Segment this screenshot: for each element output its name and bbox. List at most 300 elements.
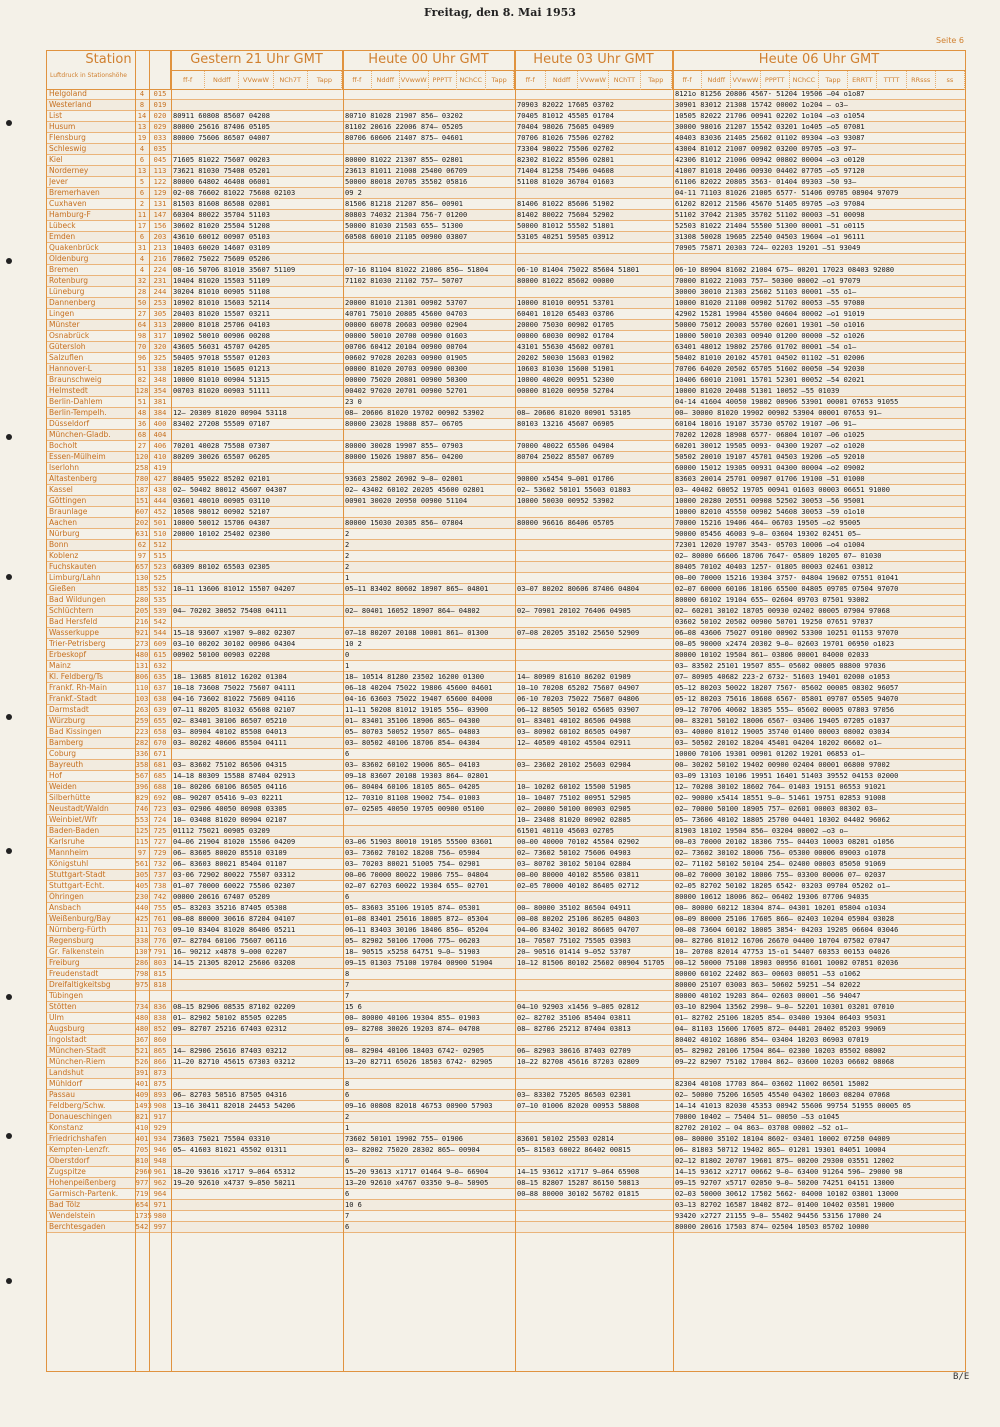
heute00-values: 2	[345, 541, 350, 549]
station-index: 64	[137, 321, 147, 329]
station-index: 5	[139, 178, 145, 186]
gestern-values: 16— 90212 x4878 9—000 02207	[173, 948, 287, 956]
station-number: 438	[153, 486, 167, 494]
heute03-values: 10000 40020 00951 52300	[517, 376, 614, 384]
station-number: 929	[153, 1124, 167, 1132]
table-row	[47, 551, 965, 562]
gestern-values: 01112 75021 00905 03209	[173, 827, 270, 835]
station-index: 97	[137, 849, 147, 857]
station-number: 231	[153, 277, 167, 285]
station-index: 6	[139, 156, 145, 164]
table-row	[47, 265, 965, 276]
table-row	[47, 1112, 965, 1123]
station-name: Weiden	[49, 782, 77, 791]
station-name: Stötten	[49, 1002, 77, 1011]
station-number: 410	[153, 453, 167, 461]
heute03-values: 02—05 70000 40102 86405 02712	[517, 882, 640, 890]
heute06-values: 80000 20616 17503 874— 02504 10503 05702 10000	[675, 1223, 869, 1231]
table-row	[47, 650, 965, 661]
gestern-values: 10—18 73608 75022 75607 04111	[173, 684, 296, 692]
heute00-values: 05—11 83402 80602 18907 865— 04801	[345, 585, 489, 593]
punch-hole	[6, 120, 12, 126]
heute06-values: 10000 20280 20551 00908 52502 30053 —56 95001	[675, 497, 865, 505]
subhead: ff-f	[515, 71, 546, 90]
station-name: Mainz	[49, 661, 71, 670]
station-index: 480	[135, 651, 149, 659]
station-index: 654	[135, 1201, 149, 1209]
station-number: 253	[153, 299, 167, 307]
station-number: 866	[153, 1058, 167, 1066]
station-name: Frankf.-Stadt	[49, 694, 97, 703]
station-name: Neustadt/Waldn	[49, 804, 109, 813]
table-row	[47, 639, 965, 650]
station-number: 961	[153, 1168, 167, 1176]
heute00-values: 6	[345, 1223, 350, 1231]
station-name: Feldberg/Schw.	[49, 1101, 106, 1110]
heute06-values: 70905 75871 20303 724— 02203 19201 —51 93049	[675, 244, 861, 252]
station-name: Freudenstadt	[49, 969, 99, 978]
station-index: 1735	[135, 1212, 152, 1220]
station-number: 427	[153, 475, 167, 483]
heute00-values: 10 2	[345, 640, 362, 648]
station-number: 029	[153, 123, 167, 131]
station-index: 258	[135, 464, 149, 472]
heute06-values: 03—10 82904 13562 2990— 9—0— 52201 10301 03201 07010	[675, 1003, 895, 1011]
station-index: 70	[137, 343, 147, 351]
heute00-header	[343, 51, 515, 89]
date-heading: Freitag, den 8. Mai 1953	[424, 6, 576, 19]
station-index: 1307	[135, 948, 152, 956]
subhead: PPPTT	[761, 71, 790, 90]
station-number: 980	[153, 1212, 167, 1220]
page-number: Seite 6	[936, 36, 964, 45]
heute00-title: Heute 00 Uhr GMT	[368, 52, 489, 67]
station-name: Würzburg	[49, 716, 86, 725]
heute03-values: 00—00 40000 70102 45504 02902	[517, 838, 640, 846]
heute03-values: 70405 81012 45505 01704	[517, 112, 614, 120]
heute06-values: 70706 64020 20502 65705 51602 00050 —54 92030	[675, 365, 865, 373]
heute06-values: 63401 48012 19802 25706 01702 00001 —54 o1—	[675, 343, 857, 351]
heute06-values: 05— 82902 20106 17504 864— 02300 10203 05502 08002	[675, 1047, 886, 1055]
station-name: Zugspitze	[49, 1167, 86, 1176]
heute00-values: 07— 02505 40050 19705 00900 05100	[345, 805, 485, 813]
gestern-values: 04— 70202 30052 75408 04111	[173, 607, 287, 615]
station-index: 705	[135, 1146, 149, 1154]
heute03-values: 00000 81020 00950 52704	[517, 387, 614, 395]
heute06-values: 50000 75012 20003 55700 02601 19301 —50 o1016	[675, 321, 865, 329]
station-index: 409	[135, 1091, 149, 1099]
heute00-values: 05— 80703 50052 19507 865— 04803	[345, 728, 480, 736]
station-index: 223	[135, 728, 149, 736]
heute00-values: 23613 81011 21008 25400 06709	[345, 167, 468, 175]
station-number: 444	[153, 497, 167, 505]
heute00-values: 50000 81030 21503 655— 51300	[345, 222, 464, 230]
heute03-values: 70706 81026 75506 02702	[517, 134, 614, 142]
column-divider	[171, 51, 172, 1371]
station-number: 609	[153, 640, 167, 648]
table-row	[47, 397, 965, 408]
station-index: 1493	[135, 1102, 152, 1110]
heute06-values: 70000 81022 21003 757— 50300 00002 —o1 97079	[675, 277, 861, 285]
table-row	[47, 716, 965, 727]
station-name: Braunlage	[49, 507, 88, 516]
station-index: 405	[135, 882, 149, 890]
heute06-values: 43004 81012 21007 00902 03200 09705 —o3 97—	[675, 145, 857, 153]
gestern-values: 00000 20616 67407 05209	[173, 893, 270, 901]
table-row	[47, 1046, 965, 1057]
station-index: 115	[135, 838, 149, 846]
heute03-values: 03— 80902 60102 86505 04907	[517, 728, 631, 736]
station-number: 354	[153, 387, 167, 395]
station-name: List	[49, 111, 63, 120]
table-row	[47, 463, 965, 474]
gestern-values: 81503 81608 86508 02001	[173, 200, 270, 208]
heute00-values: 1	[345, 1124, 350, 1132]
station-name: Bocholt	[49, 441, 78, 450]
column-divider	[343, 51, 344, 1371]
heute03-values: 90000 x5454 9—001 01706	[517, 475, 614, 483]
station-name: Freiburg	[49, 958, 80, 967]
station-name: Bonn	[49, 540, 69, 549]
column-divider	[673, 51, 674, 1371]
table-row	[47, 672, 965, 683]
station-name: Iserlohn	[49, 463, 79, 472]
heute00-values: 6	[345, 1091, 350, 1099]
station-index: 358	[135, 761, 149, 769]
station-index: 526	[135, 1058, 149, 1066]
station-name: Dreifaltigkeitsbg	[49, 980, 111, 989]
gestern-values: 04—06 21904 81020 15506 04209	[173, 838, 296, 846]
heute06-values: 00—09 80000 25106 17605 866— 02403 10204 05904 03028	[675, 915, 895, 923]
gestern-header	[171, 51, 343, 89]
gestern-values: 80911 60808 85607 04208	[173, 112, 270, 120]
station-index: 4	[139, 255, 145, 263]
heute03-values: 03—07 80202 80606 87406 04804	[517, 585, 640, 593]
heute06-values: 04-11 71103 81026 21005 6577- 51406 09705 08904 97079	[675, 189, 899, 197]
table-row	[47, 1211, 965, 1222]
subhead: Tapp	[486, 71, 515, 90]
punch-hole	[6, 1278, 12, 1284]
heute00-values: 03— 80502 40106 18706 854— 04304	[345, 739, 480, 747]
heute06-values: 04— 81103 15606 17605 872— 04401 20402 05203 99069	[675, 1025, 886, 1033]
heute06-values: 00—02 70000 30102 18006 755— 03300 00006 07— 02037	[675, 871, 886, 879]
subhead: PPPTT	[429, 71, 458, 90]
heute06-values: 42902 15281 19904 45500 04604 00002 —o1 91019	[675, 310, 865, 318]
gestern-subheads	[171, 70, 342, 90]
station-name: Trier-Petrisberg	[49, 639, 106, 648]
heute06-values: 02— 80000 66606 18706 7647- 05809 10205 07— 01030	[675, 552, 882, 560]
station-index: 975	[135, 981, 149, 989]
station-index: 734	[135, 1003, 149, 1011]
heute03-values: 10000 50030 00952 53902	[517, 497, 614, 505]
subhead: ff-f	[171, 71, 205, 90]
station-title: Station	[85, 52, 132, 67]
gestern-values: 02— 83401 30106 86507 05210	[173, 717, 287, 725]
table-row	[47, 1035, 965, 1046]
station-index: 205	[135, 607, 149, 615]
table-row	[47, 441, 965, 452]
gestern-values: 12— 20309 81020 00904 53118	[173, 409, 287, 417]
station-name: Bad Hersfeld	[49, 617, 98, 626]
heute03-values: 20202 50030 15603 01902	[517, 354, 614, 362]
table-row	[47, 298, 965, 309]
station-index: 13	[137, 167, 147, 175]
station-name: Oberstdorf	[49, 1156, 90, 1165]
heute06-values: 90000 05456 46003 9—0— 03604 19302 02451 05—	[675, 530, 861, 538]
station-index: 921	[135, 629, 149, 637]
heute06-values: 06—08 43606 75027 09100 00902 53300 10251 01153 97070	[675, 629, 899, 637]
heute06-values: 93420 x2727 21155 9—0— 55402 94456 53156 17000 24	[675, 1212, 882, 1220]
gestern-values: 02— 50402 80012 45607 04307	[173, 486, 287, 494]
station-name: Oldenburg	[49, 254, 89, 263]
gestern-values: 80000 75606 86507 04007	[173, 134, 270, 142]
table-row	[47, 991, 965, 1002]
station-number: 670	[153, 739, 167, 747]
station-index: 311	[135, 926, 149, 934]
heute06-values: 82702 20102 — 04 863— 03708 00002 —52 o1—	[675, 1124, 848, 1132]
heute00-values: 80000 15030 20305 856— 07804	[345, 519, 464, 527]
table-row	[47, 496, 965, 507]
table-row	[47, 1024, 965, 1035]
subhead: Nddff	[372, 71, 401, 90]
station-name: Ingolstadt	[49, 1035, 87, 1044]
heute03-header	[515, 51, 673, 89]
heute06-values: 05— 73606 40102 18805 25700 04401 10302 04402 96062	[675, 816, 890, 824]
station-number: 948	[153, 1157, 167, 1165]
table-row	[47, 892, 965, 903]
station-name: Lingen	[49, 309, 75, 318]
table-row	[47, 1189, 965, 1200]
station-index: 798	[135, 970, 149, 978]
station-name: Emden	[49, 232, 76, 241]
heute00-values: 09 2	[345, 189, 362, 197]
station-number: 685	[153, 772, 167, 780]
station-index: 31	[137, 244, 147, 252]
table-row	[47, 408, 965, 419]
heute00-values: 18— 90515 x5258 64751 9—0— 51903	[345, 948, 480, 956]
heute06-values: 00— 80000 35102 18104 8602- 03401 10002 07250 04009	[675, 1135, 890, 1143]
table-row	[47, 881, 965, 892]
footer-mark: B/E	[953, 1372, 970, 1382]
station-name: Essen-Mülheim	[49, 452, 106, 461]
station-index: 719	[135, 1190, 149, 1198]
heute00-values: 00602 97028 20203 00900 01905	[345, 354, 468, 362]
heute00-values: 81102 20616 22006 874— 05205	[345, 123, 464, 131]
station-name: Cuxhaven	[49, 199, 87, 208]
gestern-values: 43610 60012 00907 05103	[173, 233, 270, 241]
station-index: 4	[139, 145, 145, 153]
station-note: Luftdruck in Stationshöhe	[50, 72, 127, 79]
heute03-values: 07—10 01006 82020 00953 58808	[517, 1102, 640, 1110]
station-name: Silberhütte	[49, 793, 91, 802]
table-row	[47, 111, 965, 122]
heute03-values: 53105 40251 59505 03912	[517, 233, 614, 241]
station-name: Bad Kissingen	[49, 727, 102, 736]
station-index: 391	[135, 1069, 149, 1077]
station-number: 971	[153, 1201, 167, 1209]
table-row	[47, 1222, 965, 1233]
subhead: VVwwW	[400, 71, 429, 90]
station-index: 125	[135, 827, 149, 835]
station-index: 68	[137, 431, 147, 439]
heute03-values: 10— 23408 81020 00902 02805	[517, 816, 631, 824]
heute03-values: 02— 70901 20102 76406 04905	[517, 607, 631, 615]
heute03-values: 06— 82903 30616 87403 02709	[517, 1047, 631, 1055]
heute00-values: 07-16 81104 81022 21006 856— 51804	[345, 266, 489, 274]
heute00-subheads	[343, 70, 514, 90]
station-number: 815	[153, 970, 167, 978]
gestern-values: 43605 56031 45707 04205	[173, 343, 270, 351]
gestern-values: 03— 80202 40606 85504 04111	[173, 739, 287, 747]
heute06-values: 06-10 80904 81602 21004 675— 00201 17023 08403 92080	[675, 266, 895, 274]
table-row	[47, 958, 965, 969]
station-name: Altastenberg	[49, 474, 98, 483]
heute03-values: 04—06 83402 30102 86605 04707	[517, 926, 640, 934]
table-row	[47, 804, 965, 815]
station-number: 122	[153, 178, 167, 186]
table-row	[47, 1156, 965, 1167]
table-row	[47, 474, 965, 485]
heute00-values: 10 6	[345, 1201, 362, 1209]
gestern-values: 80000 64802 46408 06001	[173, 178, 270, 186]
heute06-values: 02—03 50000 30612 17502 5662- 04000 10102 03801 13000	[675, 1190, 899, 1198]
station-index: 553	[135, 816, 149, 824]
station-name: Weißenburg/Bay	[49, 914, 111, 923]
table-row	[47, 331, 965, 342]
heute06-values: 00— 82706 81012 16706 26670 04400 10704 07502 07047	[675, 937, 890, 945]
heute03-values: 02— 20000 50100 00903 02905	[517, 805, 631, 813]
gestern-values: 05— 41603 81021 45502 01311	[173, 1146, 287, 1154]
gestern-values: 08—15 82906 08535 87102 02209	[173, 1003, 296, 1011]
heute03-values: 80103 13216 45607 06905	[517, 420, 614, 428]
subhead: ERRTT	[848, 71, 877, 90]
station-number: 406	[153, 442, 167, 450]
station-name: Bad Tölz	[49, 1200, 81, 1209]
table-row	[47, 1101, 965, 1112]
table-row	[47, 89, 965, 100]
station-number: 893	[153, 1091, 167, 1099]
gestern-values: 10404 81020 15503 51109	[173, 277, 270, 285]
punch-hole	[6, 434, 12, 440]
station-number: 512	[153, 541, 167, 549]
table-row	[47, 1013, 965, 1024]
table-row	[47, 353, 965, 364]
subhead: Tapp	[308, 71, 342, 90]
heute06-values: 70000 15216 19406 464— 06703 19505 —o2 95005	[675, 519, 861, 527]
station-name: München-Riem	[49, 1057, 106, 1066]
heute00-values: 00—06 70000 80022 19006 755— 04804	[345, 871, 489, 879]
station-index: 14	[137, 112, 147, 120]
heute00-values: 00402 97020 20701 00900 52701	[345, 387, 468, 395]
heute06-values: 70000 10402 — 75404 51— 00050 —53 o1045	[675, 1113, 840, 1121]
station-number: 532	[153, 585, 167, 593]
gestern-values: 09—10 83404 81020 86406 05211	[173, 926, 296, 934]
table-row	[47, 584, 965, 595]
heute03-values: 00—00 80000 40102 85506 03811	[517, 871, 640, 879]
subhead: NChTT	[609, 71, 640, 90]
station-number: 305	[153, 310, 167, 318]
station-number: 852	[153, 1025, 167, 1033]
heute06-values: 41007 81018 20406 00930 04402 07705 —o5 97120	[675, 167, 865, 175]
station-index: 17	[137, 222, 147, 230]
heute06-values: 8121o 81256 20806 4567- 51204 19506 —04 o1o87	[675, 90, 865, 98]
table-row	[47, 221, 965, 232]
table-row	[47, 540, 965, 551]
heute00-values: 04-16 63603 75022 19407 65600 04000	[345, 695, 493, 703]
station-index: 810	[135, 1157, 149, 1165]
station-name: Erbeskopf	[49, 650, 87, 659]
gestern-values: 60309 80102 65503 02305	[173, 563, 270, 571]
heute06-values: 81903 18102 19504 856— 03204 00002 —o3 o—	[675, 827, 848, 835]
heute00-values: 6	[345, 750, 350, 758]
heute06-values: 10— 20708 82014 47753 15-o1 54407 60353 00153 04026	[675, 948, 890, 956]
heute00-values: 00— 80000 40106 19304 855— 01903	[345, 1014, 480, 1022]
station-index: 6	[139, 233, 145, 241]
station-index: 561	[135, 860, 149, 868]
station-name: Hannover-L	[49, 364, 92, 373]
station-number: 325	[153, 354, 167, 362]
station-number: 671	[153, 750, 167, 758]
station-index: 401	[135, 1135, 149, 1143]
station-index: 151	[135, 497, 149, 505]
station-number: 738	[153, 882, 167, 890]
heute06-values: 12— 70208 30102 18602 764— 01403 19151 06553 91021	[675, 783, 886, 791]
station-name: Düsseldorf	[49, 419, 90, 428]
station-index: 607	[135, 508, 149, 516]
heute06-values: 05-12 80203 75616 18608 6567- 05801 09707 05505 94070	[675, 695, 899, 703]
station-name: Wendelstein	[49, 1211, 96, 1220]
gestern-values: 15—18 93607 x1907 9—002 02307	[173, 629, 296, 637]
heute06-values: 10000 50010 20303 00940 01200 00000 —52 o1026	[675, 332, 865, 340]
heute06-values: 02—05 82702 50102 18205 6542- 03203 09704 05202 o1—	[675, 882, 890, 890]
heute06-values: 09—15 92707 x5717 02050 9—0— 50200 74251 04151 13000	[675, 1179, 895, 1187]
gestern-values: 80405 95022 85202 02101	[173, 475, 270, 483]
heute06-values: 07— 80905 40682 223-2 6732- 51603 19401 02000 o1053	[675, 673, 890, 681]
table-row	[47, 980, 965, 991]
table-row	[47, 518, 965, 529]
station-number: 244	[153, 288, 167, 296]
station-index: 4	[139, 90, 145, 98]
heute06-values: 03— 50502 20102 18204 45401 04204 10202 06602 o1—	[675, 739, 882, 747]
station-number: 755	[153, 904, 167, 912]
heute00-values: 80000 15026 19807 856— 04200	[345, 453, 464, 461]
table-row	[47, 738, 965, 749]
heute00-values: 02—07 62703 60022 19304 655— 02701	[345, 882, 489, 890]
table-row	[47, 287, 965, 298]
station-number: 313	[153, 321, 167, 329]
station-number: 776	[153, 937, 167, 945]
station-number: 655	[153, 717, 167, 725]
station-name: Öhringen	[49, 892, 84, 901]
station-name: Baden-Baden	[49, 826, 100, 835]
heute03-values: 00000 60030 00902 01704	[517, 332, 614, 340]
subhead: ff-f	[343, 71, 372, 90]
table-row	[47, 815, 965, 826]
station-index: 746	[135, 805, 149, 813]
table-row	[47, 870, 965, 881]
heute03-values: 06-10 70203 75022 75607 04806	[517, 695, 640, 703]
heute06-values: 00—05 90000 x2474 20302 9—0— 02603 19701 06950 o1023	[675, 640, 895, 648]
heute06-values: 52503 81022 21404 55500 51300 00001 —51 o0115	[675, 222, 865, 230]
station-number: 964	[153, 1190, 167, 1198]
heute06-values: 40403 83036 21405 25602 01102 09304 —o3 93087	[675, 134, 865, 142]
station-index: 50	[137, 299, 147, 307]
heute03-values: 04—10 92903 x1456 9—005 02812	[517, 1003, 640, 1011]
station-number: 946	[153, 1146, 167, 1154]
table-row	[47, 133, 965, 144]
station-index: 27	[137, 442, 147, 450]
station-name: Karlsruhe	[49, 837, 85, 846]
